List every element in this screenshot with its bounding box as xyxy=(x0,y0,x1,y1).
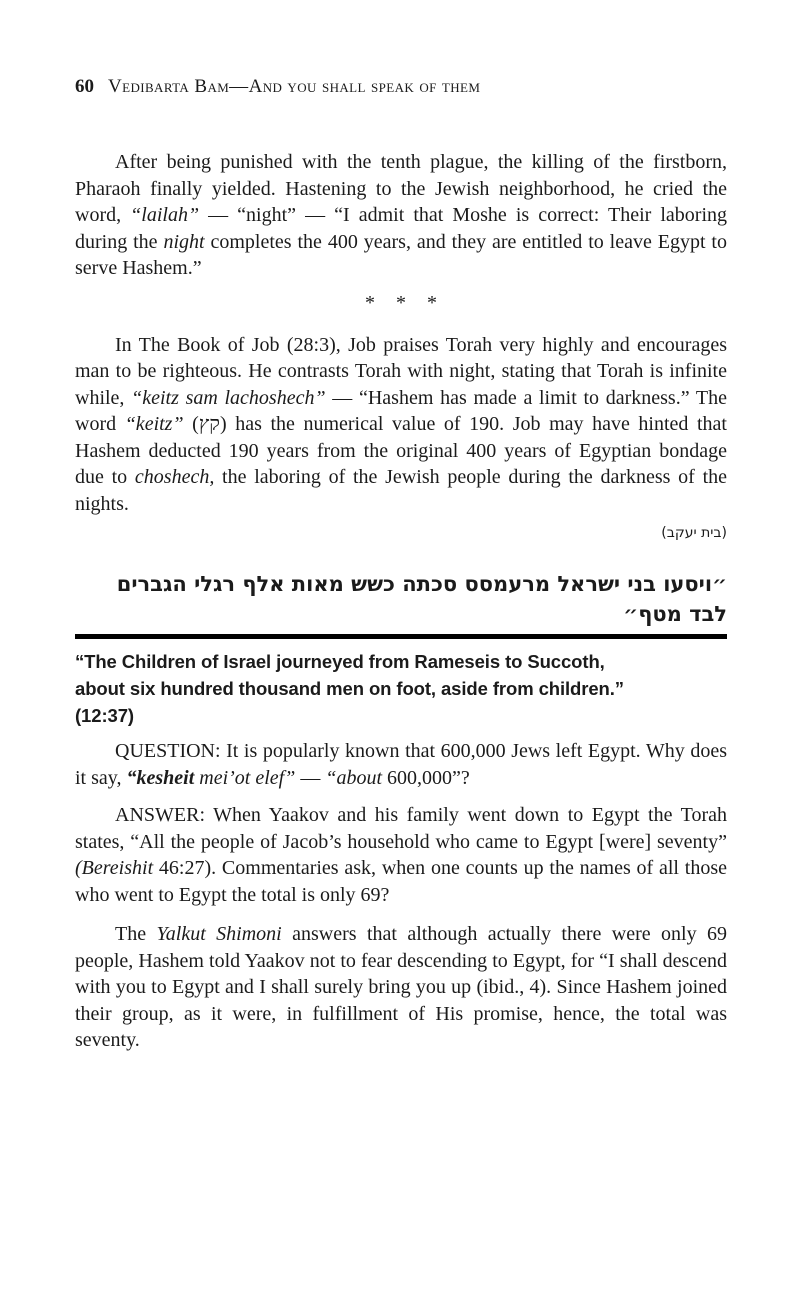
paragraph-book-of-job: In The Book of Job (28:3), Job praises Torah very highly and encourages man to be righteous. He contrasts Torah with night, stating that Torah is infinite while, “keitz sam lachoshech” — “Hashem has made a limit to darkness.” The word “keitz” (קץ) has the numerical value of 190. Job may have hinted that Hashem deducted 190 years from the original 400 years of Egyptian bondage due to choshech, the laboring of the Jewish people during the darkness of the nights. xyxy=(75,333,728,515)
answer-paragraph: ANSWER: When Yaakov and his family went down to Egypt the Torah states, “All the people of Jacob’s household who came to Egypt [were] seventy” (Bereishit 46:27). Commentaries ask, when one counts up the names of all those who went to Egypt the total is only 69? xyxy=(75,804,727,906)
citation-beit-yaakov: (בית יעקב) xyxy=(661,525,727,541)
hebrew-verse-heading: ״ויסעו בני ישראל מרעמסס סכתה כשש מאות אלף רגלי הגברים לבד מטף״ xyxy=(116,572,727,626)
section-divider-rule xyxy=(75,634,727,639)
page-header xyxy=(75,75,727,99)
page-number: 60 xyxy=(75,76,94,97)
book-title: Vedibarta Bam—And you shall speak of them xyxy=(108,76,481,97)
question-paragraph: QUESTION: It is popularly known that 600,000 Jews left Egypt. Why does it say, “kesheit mei’ot elef” — “about 600,000”? xyxy=(75,740,727,789)
verse-translation: “The Children of Israel journeyed from Rameseis to Succoth, about six hundred thousand men on foot, aside from children.” (12:37) xyxy=(75,651,624,726)
asterisk-divider: * * * xyxy=(365,291,437,314)
paragraph-tenth-plague: After being punished with the tenth plague, the killing of the firstborn, Pharaoh finally yielded. Hastening to the Jewish neighborhood, he cried the word, “lailah” — “night” — “I admit that Moshe is correct: Their laboring during the night completes the 400 years, and they are entitled to leave Egypt to serve Hashem.” xyxy=(75,151,727,279)
paragraph-yalkut-shimoni: The Yalkut Shimoni answers that although actually there were only 69 people, Hashem told Yaakov not to fear descending to Egypt, for “I shall descend with you to Egypt and I shall surely bring you up (ibid., 4). Since Hashem joined their group, as it were, in fulfillment of His promise, hence, the total was seventy. xyxy=(75,923,727,1051)
